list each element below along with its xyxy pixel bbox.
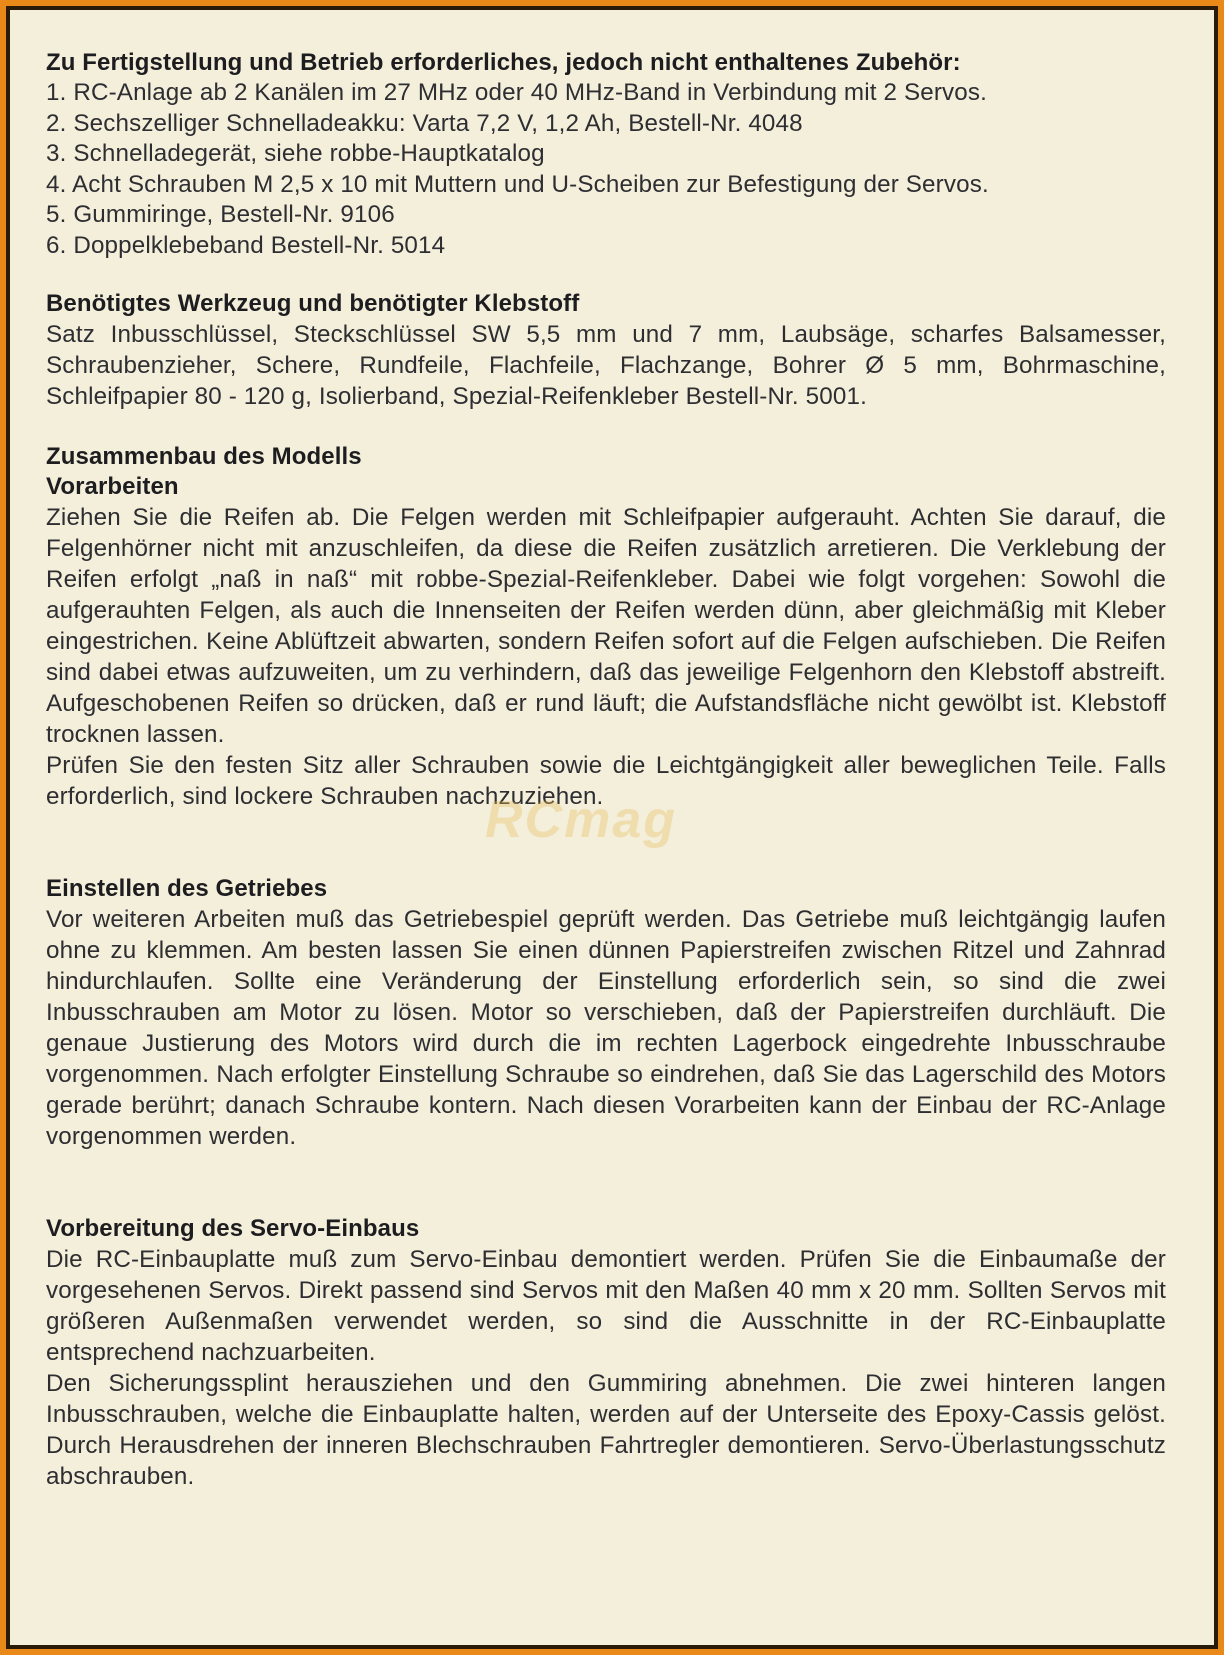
accessory-item: 3. Schnelladegerät, siehe robbe-Hauptkatalog [46,140,545,167]
assembly-heading: Zusammenbau des Modells [46,443,362,470]
assembly-section [46,442,1166,812]
assembly-text-check: Prüfen Sie den festen Sitz aller Schrauben sowie die Leichtgängigkeit aller beweglichen Teile. Falls erforderlich, sind lockere Schrauben nachzuziehen. [46,752,1166,810]
servo-text: Die RC-Einbauplatte muß zum Servo-Einbau demontiert werden. Prüfen Sie die Einbaumaße der vorgesehenen Servos. Direkt passend sind Servos mit den Maßen 40 mm x 20 mm. Sollten Servos mit größeren Außenmaßen verwendet werden, so sind die Ausschnitte in der RC-Einbauplatte entsprechend nachzuarbeiten. [46,1246,1166,1366]
assembly-text: Ziehen Sie die Reifen ab. Die Felgen werden mit Schleifpapier aufgerauht. Achten Sie darauf, die Felgenhörner nicht mit anzuschleifen, da diese die Reifen zusätzlich arretieren. Die Verklebung der Reifen erfolgt „naß in naß“ mit robbe-Spezial-Reifenkleber. Dabei wie folgt vorgehen: Sowohl die aufgerauhten Felgen, als auch die Innenseiten der Reifen werden dünn, aber gleichmäßig mit Kleber eingestrichen. Keine Ablüftzeit abwarten, sondern Reifen sofort auf die Felgen aufschieben. Die Reifen sind dabei etwas aufzuweiten, um zu verhindern, daß das jeweilige Felgenhorn den Klebstoff abstreift. Aufgeschobenen Reifen so drücken, daß er rund läuft; die Aufstandsfläche nicht gewölbt ist. Klebstoff trocknen lassen. [46,504,1166,748]
tools-heading: Benötigtes Werkzeug und benötigter Klebstoff [46,290,580,317]
watermark-logo: RCmag [485,791,678,849]
accessory-item: 2. Sechszelliger Schnelladeakku: Varta 7,2 V, 1,2 Ah, Bestell-Nr. 4048 [46,109,803,137]
assembly-subheading: Vorarbeiten [46,473,179,500]
accessory-item: 6. Doppelklebeband Bestell-Nr. 5014 [46,231,446,259]
tools-section [46,289,1166,412]
accessories-section [46,48,1166,261]
servo-section [46,1214,1166,1492]
accessory-item: 5. Gummiringe, Bestell-Nr. 9106 [46,201,395,228]
accessory-item: 1. RC-Anlage ab 2 Kanälen im 27 MHz oder 40 MHz-Band in Verbindung mit 2 Servos. [46,79,988,106]
servo-heading: Vorbereitung des Servo-Einbaus [46,1215,420,1242]
document-page [10,10,1214,1645]
gearbox-heading: Einstellen des Getriebes [46,875,328,902]
page-frame-inner [6,6,1218,1649]
gearbox-section [46,874,1166,1152]
accessory-item: 4. Acht Schrauben M 2,5 x 10 mit Muttern und U-Scheiben zur Befestigung der Servos. [46,170,989,198]
tools-text: Satz Inbusschlüssel, Steckschlüssel SW 5,5 mm und 7 mm, Laubsäge, scharfes Balsamesser, Schraubenzieher, Schere, Rundfeile, Flachfeile, Flachzange, Bohrer Ø 5 mm, Bohrmaschine, Schleifpapier 80 - 120 g, Isolierband, Spezial-Reifenkleber Bestell-Nr. 5001. [46,321,1166,410]
accessories-heading: Zu Fertigstellung und Betrieb erforderliches, jedoch nicht enthaltenes Zubehör: [46,49,961,76]
servo-text-removal: Den Sicherungssplint herausziehen und den Gummiring abnehmen. Die zwei hinteren langen Inbusschrauben, welche die Einbauplatte halten, werden auf der Unterseite des Epoxy-Cassis gelöst. Durch Herausdrehen der inneren Blechschrauben Fahrtregler demontieren. Servo-Überlastungsschutz abschrauben. [46,1370,1166,1490]
gearbox-text: Vor weiteren Arbeiten muß das Getriebespiel geprüft werden. Das Getriebe muß leichtgängig laufen ohne zu klemmen. Am besten lassen Sie einen dünnen Papierstreifen zwischen Ritzel und Zahnrad hindurchlaufen. Sollte eine Veränderung der Einstellung erforderlich sein, so sind die zwei Inbusschrauben am Motor zu lösen. Motor so verschieben, daß der Papierstreifen durchläuft. Die genaue Justierung des Motors wird durch die im rechten Lagerbock eingedrehte Inbusschraube vorgenommen. Nach erfolgter Einstellung Schraube so eindrehen, daß Sie das Lagerschild des Motors gerade berührt; danach Schraube kontern. Nach diesen Vorarbeiten kann der Einbau der RC-Anlage vorgenommen werden. [46,906,1166,1150]
